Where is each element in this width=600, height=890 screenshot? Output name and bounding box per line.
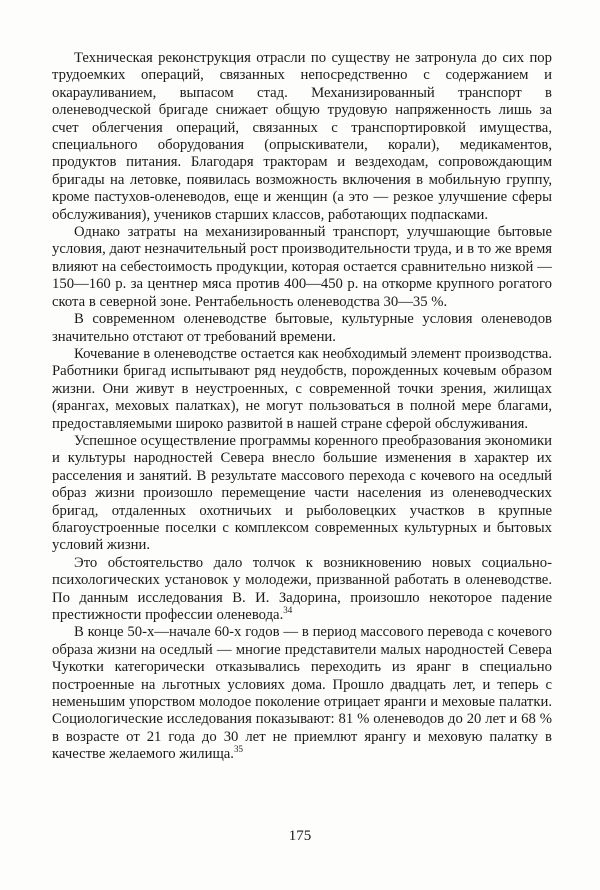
paragraph-tech-reconstruction (52, 50, 552, 224)
paragraph-text: В конце 50-х—начале 60-х годов — в период массового перевода с кочевого образа жизни на оседлый — многие представители малых народностей Севера Чукотки категорически отказывались переходить из яранг в специально построенные на льготных условиях дома. Прошло двадцать лет, и теперь с неменьшим упорством молодое поколение отрицает яранги и меховые палатки. Социологические исследования показывают: 81 % оленеводов до 20 лет и 68 % в возрасте от 21 года до 30 лет не приемлют ярангу и меховую палатку в качестве желаемого жилища. (52, 624, 552, 763)
page-body (52, 50, 552, 764)
footnote-marker: 34 (283, 605, 293, 615)
paragraph-text: Техническая реконструкция отрасли по существу не затронула до сих пор трудоемких операций, связанных непосредственно с содержанием и окарауливанием, выпасом стад. Механизированный транспорт в оленеводческой бригаде снижает общую трудовую напряженность лишь за счет облегчения операций, связанных с транспортировкой имущества, специального оборудования (опрыскиватели, корали), медикаментов, продуктов питания. Благодаря тракторам и вездеходам, сопровождающим бригады на летовке, появилась возможность включения в мобильную группу, кроме пастухов-оленеводов, еще и женщин (а это — резкое улучшение сферы обслуживания), учеников старших классов, работающих подпасками. (52, 50, 552, 223)
paragraph-settlement-history (52, 624, 552, 763)
paragraph-transformation (52, 433, 552, 555)
paragraph-transport-costs (52, 224, 552, 311)
paragraph-text: Кочевание в оленеводстве остается как необходимый элемент производства. Работники бригад испытывают ряд неудобств, порожденных кочевым образом жизни. Они живут в неустроенных, с современной точки зрения, жилищах (ярангах, меховых палатках), не могут пользоваться в полной мере благами, предоставляемыми широко развитой в нашей стране сферой обслуживания. (52, 345, 552, 432)
page-number: 175 (288, 828, 312, 844)
paragraph-youth-attitudes (52, 555, 552, 625)
paragraph-text: В современном оленеводстве бытовые, культурные условия оленеводов значительно отстают от требований времени. (52, 311, 552, 345)
footnote-marker: 35 (233, 744, 243, 755)
paragraph-text: Успешное осуществление программы коренного преобразования экономики и культуры народностей Севера внесло большие изменения в характер их расселения и занятий. В результате массового перехода с кочевого на оседлый образ жизни произошло перемещение части населения из оленеводческих бригад, отдаленных охотничьих и рыболовецких участков в крупные благоустроенные поселки с комплексом современных культурных и бытовых условий жизни. (52, 432, 552, 554)
paragraph-nomadism (52, 346, 552, 433)
paragraph-living-conditions (52, 311, 552, 346)
paragraph-text: Это обстоятельство дало толчок к возникновению новых социально-психологических установок у молодежи, призванной работать в оленеводстве. По данным исследования В. И. Задорина, произошло некоторое падение престижности профессии оленевода. (52, 554, 552, 623)
paragraph-text: Однако затраты на механизированный транспорт, улучшающие бытовые условия, дают незначительный рост производительности труда, и в то же время влияют на себестоимость продукции, которая остается сравнительно низкой — 150—160 р. за центнер мяса против 400—450 р. на откорме крупного рогатого скота в северной зоне. Рентабельность оленеводства 30—35 %. (52, 224, 552, 310)
